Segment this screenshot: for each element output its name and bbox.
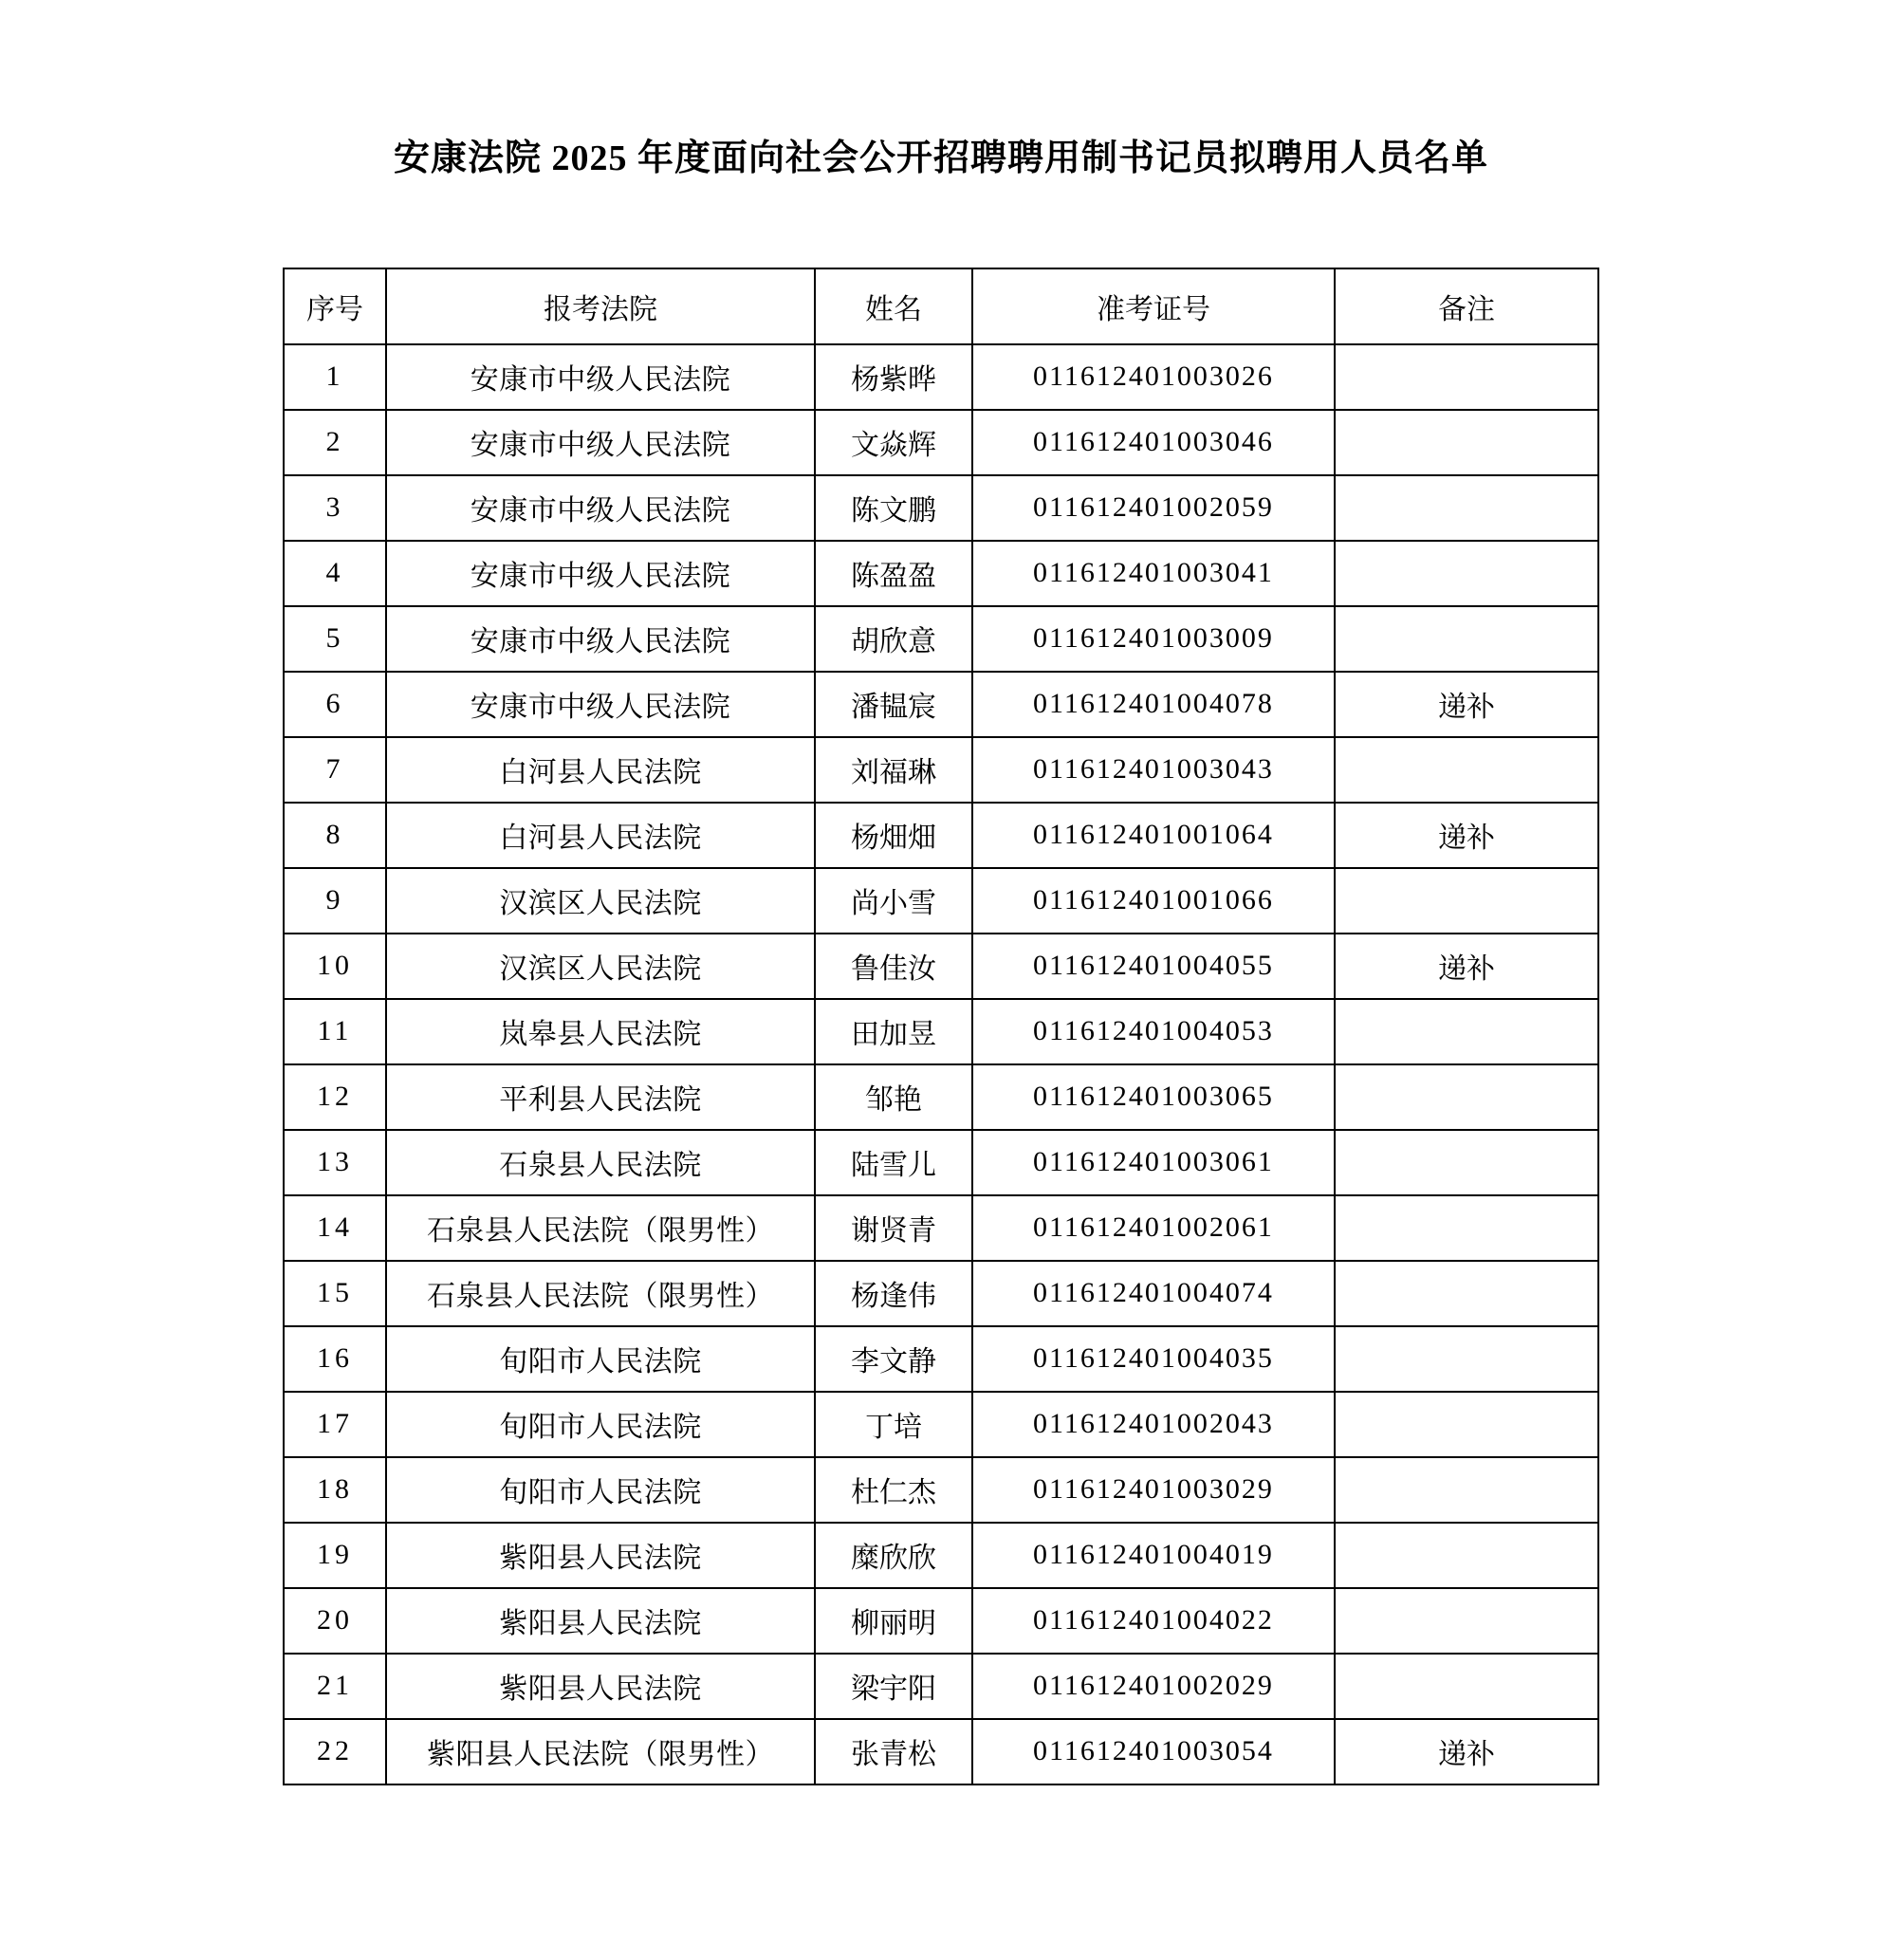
cell-court: 安康市中级人民法院 xyxy=(386,410,815,475)
cell-name: 柳丽明 xyxy=(815,1588,972,1654)
cell-court: 旬阳市人民法院 xyxy=(386,1326,815,1392)
cell-exam-number: 011612401002029 xyxy=(972,1654,1335,1719)
cell-court: 紫阳县人民法院 xyxy=(386,1588,815,1654)
table-row xyxy=(284,1195,1598,1261)
cell-court: 石泉县人民法院（限男性） xyxy=(386,1261,815,1326)
cell-court: 旬阳市人民法院 xyxy=(386,1392,815,1457)
cell-remark: 递补 xyxy=(1335,803,1598,868)
cell-index: 3 xyxy=(284,475,386,541)
cell-court: 石泉县人民法院 xyxy=(386,1130,815,1195)
cell-court: 汉滨区人民法院 xyxy=(386,934,815,999)
cell-name: 张青松 xyxy=(815,1719,972,1784)
cell-index: 22 xyxy=(284,1719,386,1784)
cell-exam-number: 011612401003009 xyxy=(972,606,1335,672)
cell-exam-number: 011612401003046 xyxy=(972,410,1335,475)
table-row xyxy=(284,541,1598,606)
cell-index: 20 xyxy=(284,1588,386,1654)
table-row xyxy=(284,1719,1598,1784)
cell-name: 糜欣欣 xyxy=(815,1523,972,1588)
cell-index: 1 xyxy=(284,344,386,410)
cell-name: 鲁佳汝 xyxy=(815,934,972,999)
cell-exam-number: 011612401004053 xyxy=(972,999,1335,1064)
cell-name: 陈盈盈 xyxy=(815,541,972,606)
cell-remark xyxy=(1335,344,1598,410)
cell-exam-number: 011612401001066 xyxy=(972,868,1335,934)
table-row xyxy=(284,1261,1598,1326)
cell-index: 18 xyxy=(284,1457,386,1523)
cell-index: 21 xyxy=(284,1654,386,1719)
cell-court: 安康市中级人民法院 xyxy=(386,672,815,737)
cell-remark: 递补 xyxy=(1335,934,1598,999)
cell-index: 8 xyxy=(284,803,386,868)
cell-court: 平利县人民法院 xyxy=(386,1064,815,1130)
cell-remark xyxy=(1335,868,1598,934)
cell-court: 安康市中级人民法院 xyxy=(386,541,815,606)
cell-court: 安康市中级人民法院 xyxy=(386,344,815,410)
cell-name: 胡欣意 xyxy=(815,606,972,672)
cell-index: 7 xyxy=(284,737,386,803)
table-row xyxy=(284,803,1598,868)
cell-index: 12 xyxy=(284,1064,386,1130)
cell-court: 紫阳县人民法院 xyxy=(386,1523,815,1588)
cell-index: 5 xyxy=(284,606,386,672)
cell-name: 丁培 xyxy=(815,1392,972,1457)
table-row xyxy=(284,1588,1598,1654)
table-row xyxy=(284,737,1598,803)
cell-remark: 递补 xyxy=(1335,672,1598,737)
cell-exam-number: 011612401003026 xyxy=(972,344,1335,410)
cell-name: 邹艳 xyxy=(815,1064,972,1130)
cell-remark xyxy=(1335,1326,1598,1392)
cell-remark xyxy=(1335,1130,1598,1195)
table-row xyxy=(284,1457,1598,1523)
personnel-table xyxy=(283,268,1599,1785)
table-row xyxy=(284,1392,1598,1457)
table-header-row xyxy=(284,268,1598,344)
col-header-exam-number: 准考证号 xyxy=(972,268,1335,344)
cell-exam-number: 011612401004078 xyxy=(972,672,1335,737)
page-title: 安康法院 2025 年度面向社会公开招聘聘用制书记员拟聘用人员名单 xyxy=(393,139,1488,178)
cell-index: 9 xyxy=(284,868,386,934)
cell-name: 陆雪儿 xyxy=(815,1130,972,1195)
cell-remark xyxy=(1335,1523,1598,1588)
cell-index: 15 xyxy=(284,1261,386,1326)
cell-name: 潘韫宸 xyxy=(815,672,972,737)
cell-remark xyxy=(1335,1457,1598,1523)
cell-court: 紫阳县人民法院（限男性） xyxy=(386,1719,815,1784)
col-header-court: 报考法院 xyxy=(386,268,815,344)
cell-remark xyxy=(1335,606,1598,672)
cell-exam-number: 011612401002059 xyxy=(972,475,1335,541)
cell-exam-number: 011612401004074 xyxy=(972,1261,1335,1326)
cell-exam-number: 011612401004055 xyxy=(972,934,1335,999)
col-header-remark: 备注 xyxy=(1335,268,1598,344)
cell-court: 石泉县人民法院（限男性） xyxy=(386,1195,815,1261)
cell-exam-number: 011612401001064 xyxy=(972,803,1335,868)
cell-name: 文焱辉 xyxy=(815,410,972,475)
cell-remark xyxy=(1335,999,1598,1064)
cell-exam-number: 011612401003043 xyxy=(972,737,1335,803)
cell-name: 杜仁杰 xyxy=(815,1457,972,1523)
cell-index: 16 xyxy=(284,1326,386,1392)
cell-name: 刘福琳 xyxy=(815,737,972,803)
cell-remark xyxy=(1335,1261,1598,1326)
table-row xyxy=(284,934,1598,999)
table-row xyxy=(284,1064,1598,1130)
cell-remark xyxy=(1335,1195,1598,1261)
cell-remark xyxy=(1335,541,1598,606)
cell-index: 19 xyxy=(284,1523,386,1588)
cell-name: 尚小雪 xyxy=(815,868,972,934)
table-row xyxy=(284,868,1598,934)
cell-index: 13 xyxy=(284,1130,386,1195)
cell-exam-number: 011612401003061 xyxy=(972,1130,1335,1195)
cell-remark: 递补 xyxy=(1335,1719,1598,1784)
table-row xyxy=(284,1326,1598,1392)
cell-exam-number: 011612401003054 xyxy=(972,1719,1335,1784)
cell-remark xyxy=(1335,1064,1598,1130)
cell-name: 陈文鹏 xyxy=(815,475,972,541)
cell-index: 2 xyxy=(284,410,386,475)
cell-exam-number: 011612401003029 xyxy=(972,1457,1335,1523)
cell-exam-number: 011612401002061 xyxy=(972,1195,1335,1261)
cell-name: 田加昱 xyxy=(815,999,972,1064)
cell-court: 岚皋县人民法院 xyxy=(386,999,815,1064)
cell-exam-number: 011612401002043 xyxy=(972,1392,1335,1457)
cell-court: 安康市中级人民法院 xyxy=(386,606,815,672)
cell-exam-number: 011612401004035 xyxy=(972,1326,1335,1392)
cell-exam-number: 011612401003065 xyxy=(972,1064,1335,1130)
cell-remark xyxy=(1335,737,1598,803)
cell-court: 安康市中级人民法院 xyxy=(386,475,815,541)
cell-court: 白河县人民法院 xyxy=(386,737,815,803)
cell-remark xyxy=(1335,1588,1598,1654)
table-row xyxy=(284,1654,1598,1719)
cell-exam-number: 011612401004022 xyxy=(972,1588,1335,1654)
cell-court: 旬阳市人民法院 xyxy=(386,1457,815,1523)
cell-name: 杨畑畑 xyxy=(815,803,972,868)
cell-name: 杨逢伟 xyxy=(815,1261,972,1326)
cell-index: 14 xyxy=(284,1195,386,1261)
table-row xyxy=(284,999,1598,1064)
table-body xyxy=(284,344,1598,1784)
cell-remark xyxy=(1335,1654,1598,1719)
cell-court: 汉滨区人民法院 xyxy=(386,868,815,934)
table-row xyxy=(284,606,1598,672)
cell-index: 6 xyxy=(284,672,386,737)
col-header-index: 序号 xyxy=(284,268,386,344)
cell-index: 10 xyxy=(284,934,386,999)
table-row xyxy=(284,672,1598,737)
cell-court: 白河县人民法院 xyxy=(386,803,815,868)
cell-exam-number: 011612401004019 xyxy=(972,1523,1335,1588)
cell-name: 杨紫晔 xyxy=(815,344,972,410)
cell-exam-number: 011612401003041 xyxy=(972,541,1335,606)
cell-index: 17 xyxy=(284,1392,386,1457)
cell-remark xyxy=(1335,410,1598,475)
table-row xyxy=(284,475,1598,541)
cell-index: 4 xyxy=(284,541,386,606)
table-row xyxy=(284,410,1598,475)
table-row xyxy=(284,1523,1598,1588)
cell-remark xyxy=(1335,1392,1598,1457)
cell-remark xyxy=(1335,475,1598,541)
col-header-name: 姓名 xyxy=(815,268,972,344)
cell-name: 李文静 xyxy=(815,1326,972,1392)
table-row xyxy=(284,1130,1598,1195)
table-row xyxy=(284,344,1598,410)
cell-court: 紫阳县人民法院 xyxy=(386,1654,815,1719)
cell-name: 梁宇阳 xyxy=(815,1654,972,1719)
cell-name: 谢贤青 xyxy=(815,1195,972,1261)
cell-index: 11 xyxy=(284,999,386,1064)
